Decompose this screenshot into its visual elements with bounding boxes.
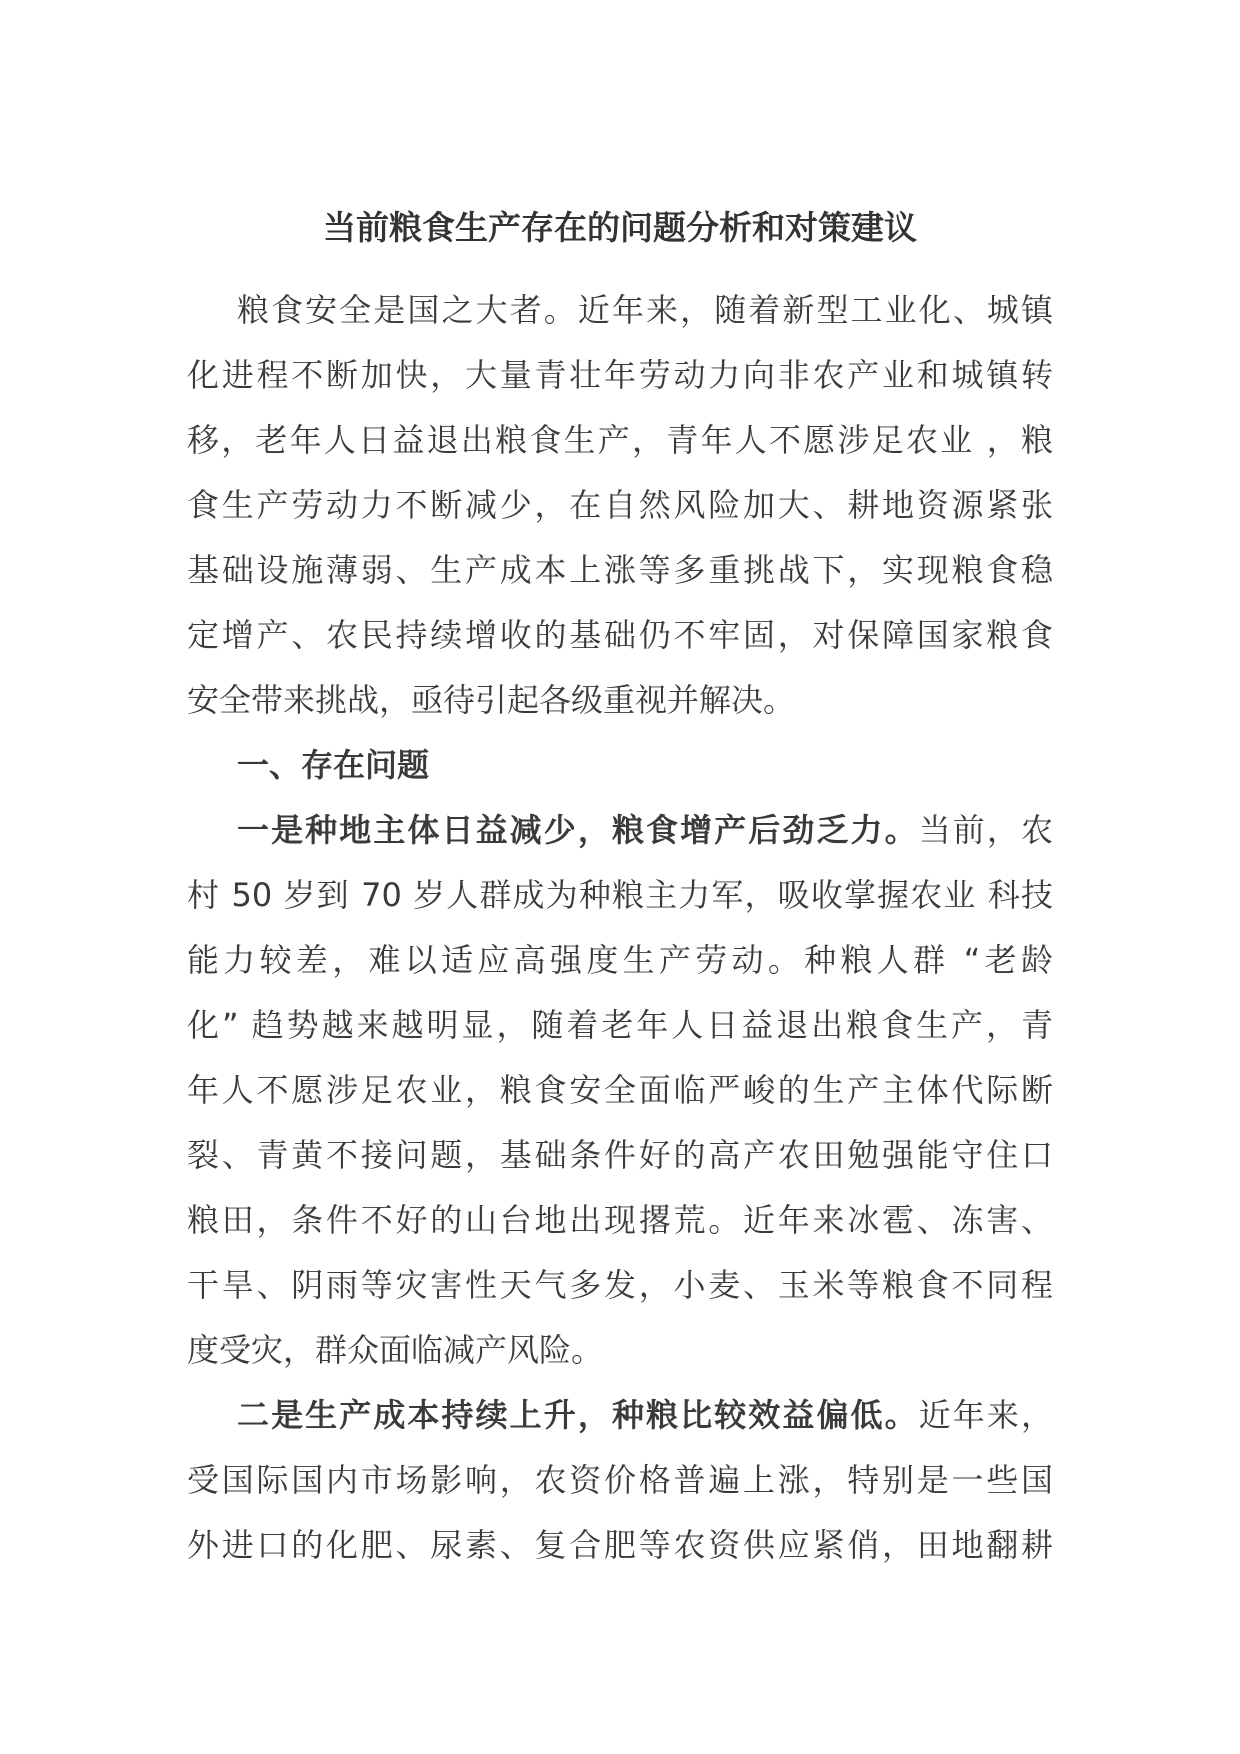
paragraph-line: 村 50 岁到 70 岁人群成为种粮主力军，吸收掌握农业 科技 [187,876,1053,914]
paragraph-line: 移，老年人日益退出粮食生产，青年人不愿涉足农业 ，粮 [187,421,1053,459]
item-lead-rest: 近年来， [918,1396,1053,1434]
document-title: 当前粮食生产存在的问题分析和对策建议 [323,208,917,247]
paragraph-line: 化” 趋势越来越明显，随着老年人日益退出粮食生产，青 [187,1006,1053,1044]
section-heading: 一、存在问题 [237,746,430,784]
paragraph-line: 基础设施薄弱、生产成本上涨等多重挑战下，实现粮食稳 [187,551,1053,589]
item-lead: 一是种地主体日益减少，粮食增产后劲乏力。 [237,811,919,849]
item-lead: 二是生产成本持续上升，种粮比较效益偏低。 [237,1396,919,1434]
paragraph-line: 食生产劳动力不断减少，在自然风险加大、耕地资源紧张 [187,486,1053,524]
paragraph-line: 受国际国内市场影响，农资价格普遍上涨，特别是一些国 [187,1461,1053,1499]
item-lead-rest: 当前，农 [918,811,1053,849]
problem-item-2 [187,1383,1053,1578]
paragraph-line: 裂、青黄不接问题，基础条件好的高产农田勉强能守住口 [187,1136,1053,1174]
paragraph-line: 外进口的化肥、尿素、复合肥等农资供应紧俏，田地翻耕 [187,1526,1053,1564]
paragraph-line: 安全带来挑战，亟待引起各级重视并解决。 [187,681,796,719]
paragraph-first-line [187,1383,1053,1448]
paragraph-line: 粮田，条件不好的山台地出现撂荒。近年来冰雹、冻害、 [187,1201,1053,1239]
paragraph-line: 定增产、农民持续增收的基础仍不牢固，对保障国家粮食 [187,616,1053,654]
paragraph-line: 化进程不断加快，大量青壮年劳动力向非农产业和城镇转 [187,356,1053,394]
document-body [187,278,1053,1578]
paragraph-line: 年人不愿涉足农业，粮食安全面临严峻的生产主体代际断 [187,1071,1053,1109]
paragraph-line: 粮食安全是国之大者。近年来，随着新型工业化、城镇 [237,291,1053,329]
paragraph-line: 能力较差，难以适应高强度生产劳动。种粮人群 “老龄 [187,941,1053,979]
paragraph-line: 度受灾，群众面临减产风险。 [187,1331,604,1369]
problem-item-1 [187,798,1053,1383]
paragraph-line: 干旱、阴雨等灾害性天气多发，小麦、玉米等粮食不同程 [187,1266,1053,1304]
intro-paragraph [187,278,1053,733]
paragraph-first-line [187,798,1053,863]
